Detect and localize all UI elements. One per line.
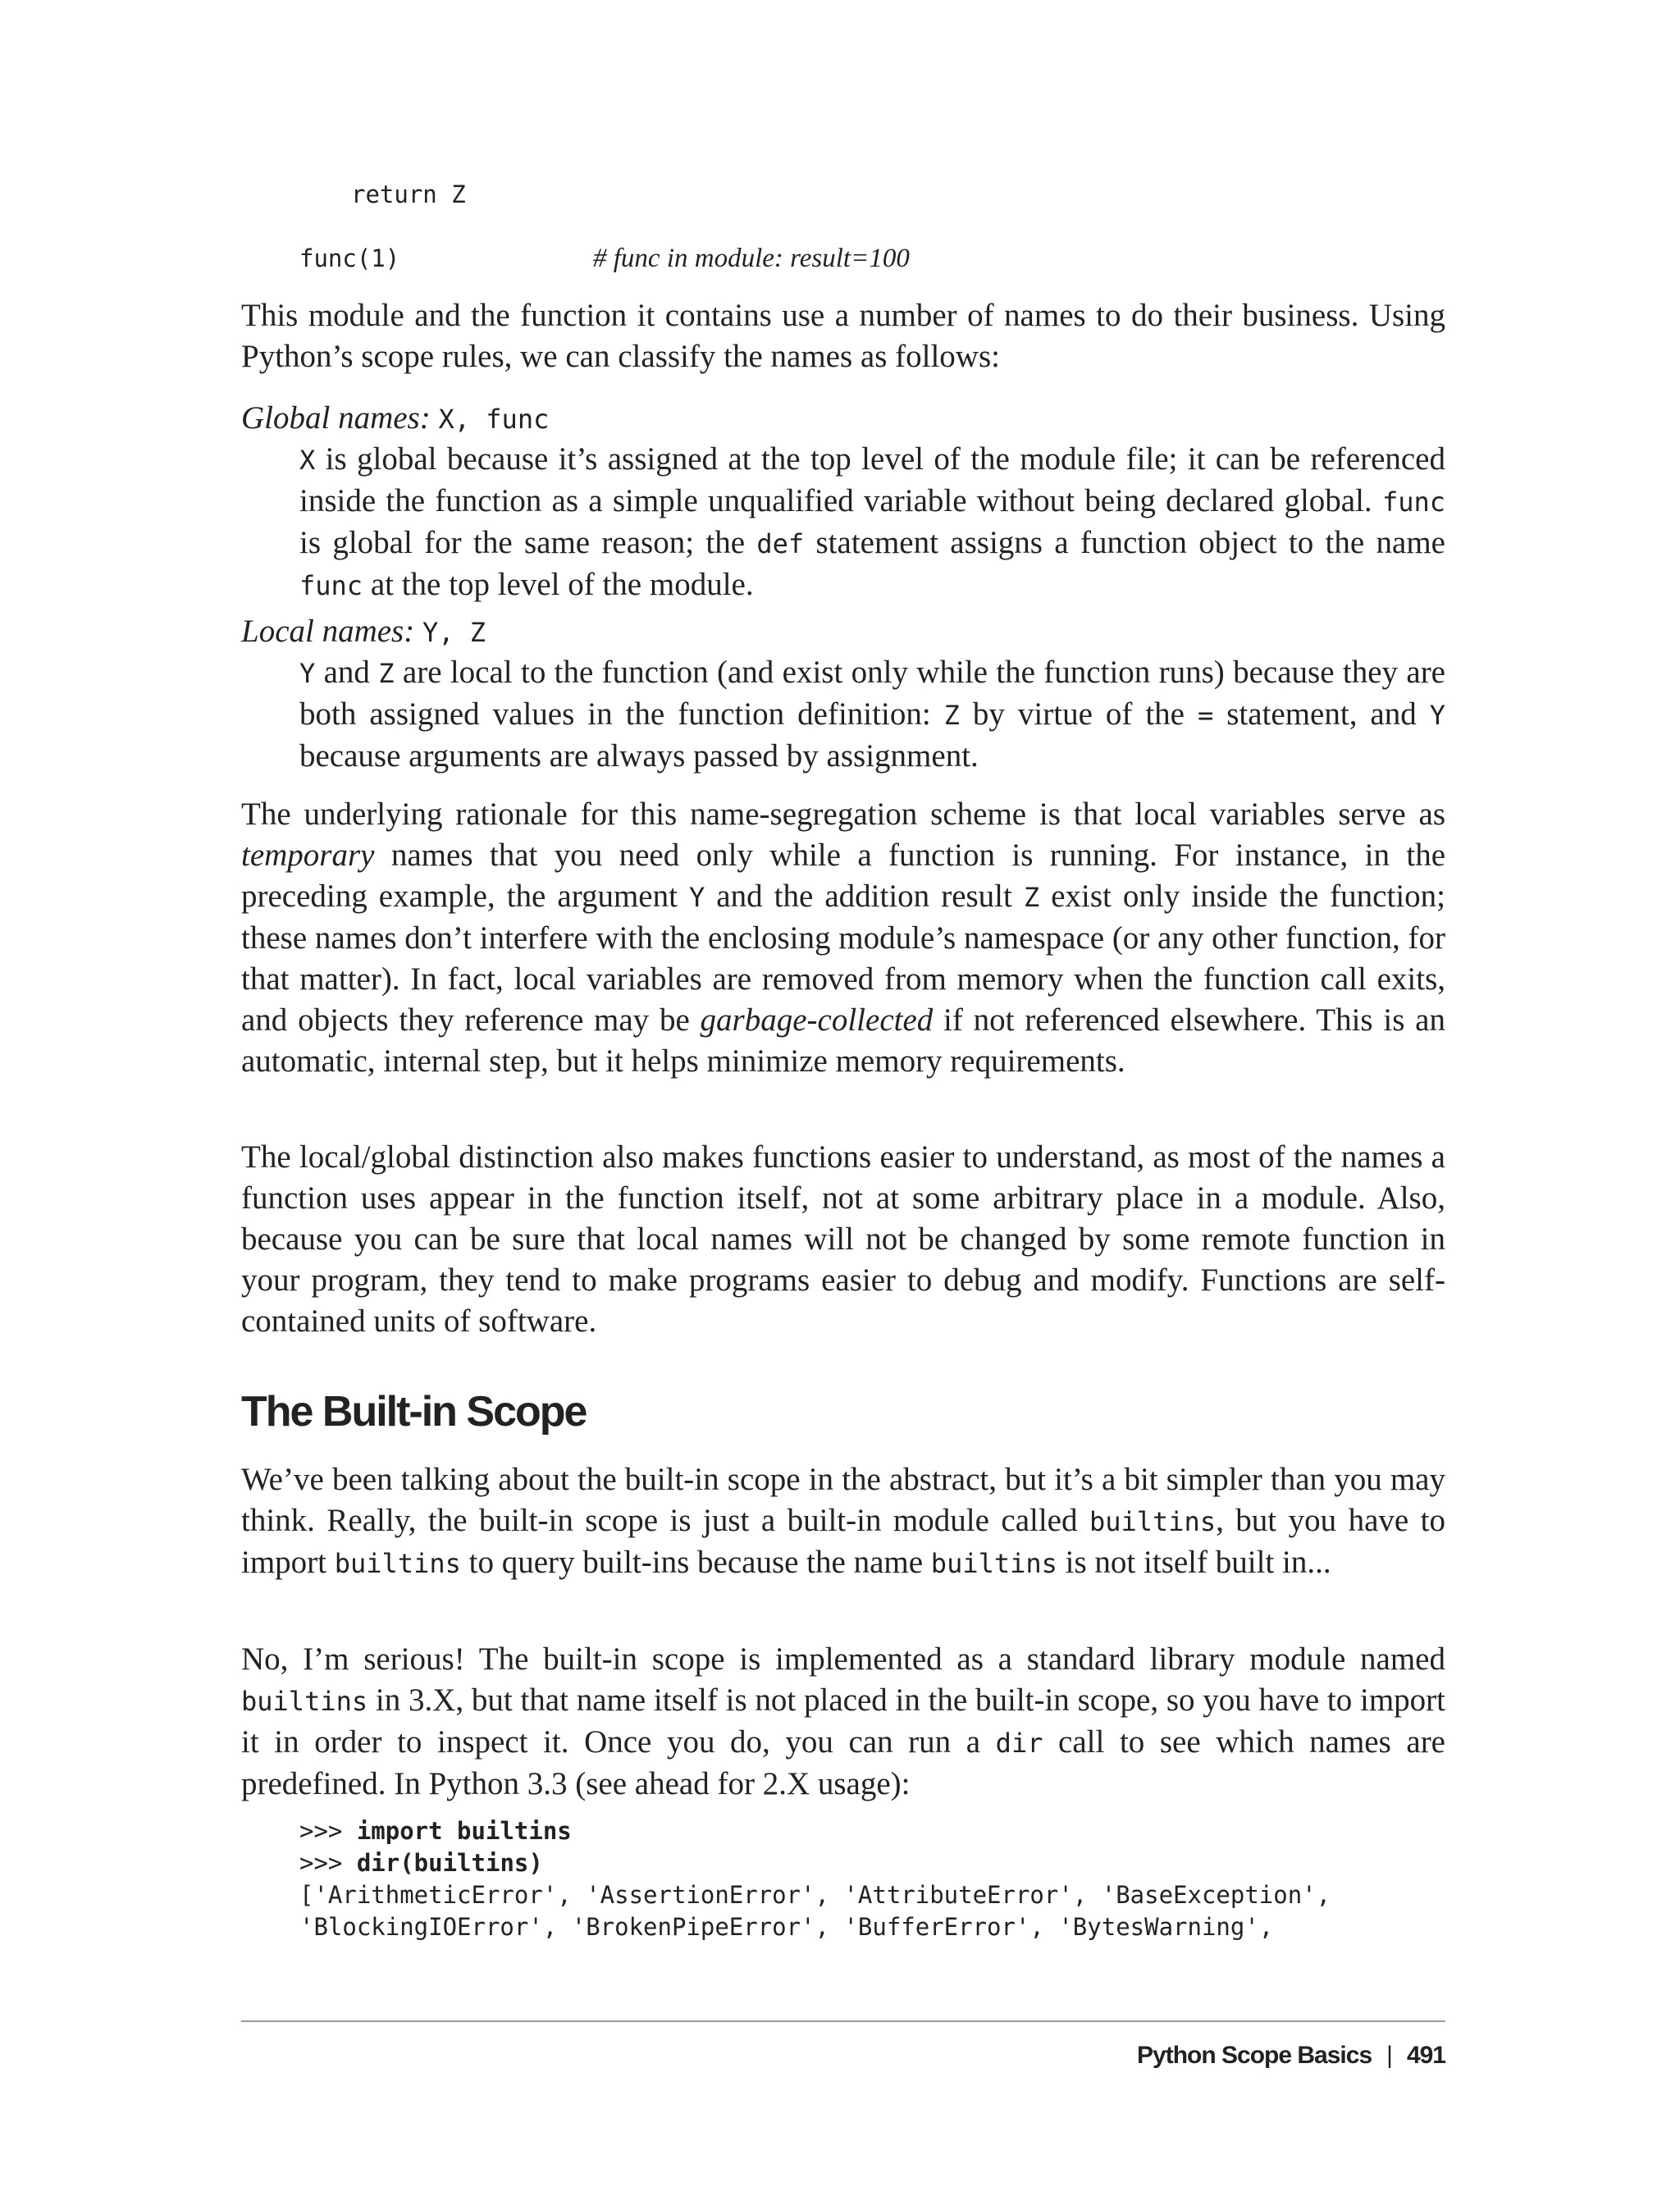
code-input: dir(builtins) [356,1849,543,1877]
paragraph-text: We’ve been talking about the built-in scope in the abstract, but it’s a bit simpler than you may think. Really, the built-in scope is just a built-in module called [241,1462,1445,1538]
definition-text: and [315,655,379,690]
code-comment: # func in module: result=100 [593,244,910,273]
paragraph-text: call to see which names are predefined. In Python 3.3 (see ahead for 2.X usage): [241,1724,1445,1801]
intro-paragraph: This module and the function it contains use a number of names to do their business. Using Python’s scope rules, we can classify the names as follows: [241,298,1445,374]
distinction-paragraph: The local/global distinction also makes functions easier to understand, as most of the names a function uses appear in the function itself, not at some arbitrary place in a module. Also, because you can be sure that local names will not be changed by some remote function in your program, they tend to make programs easier to debug and modify. Functions are self-contained units of software. [241,1139,1445,1339]
code-output-line: 'BlockingIOError', 'BrokenPipeError', 'BufferError', 'BytesWarning', [299,1913,1274,1941]
builtin-paragraph-2 [241,1639,1445,1805]
code-example [299,1815,1331,1943]
footer-section-title: Python Scope Basics [1137,2042,1372,2069]
page-footer [1137,2039,1445,2072]
definition-text: are local to the function (and exist only while the function runs) because they are both assigned values in the function definition: [299,655,1445,732]
inline-code: builtins [241,1686,368,1717]
paragraph-text: The underlying rationale for this name-segregation scheme is that local variables serve as [241,797,1445,832]
paragraph-text: No, I’m serious! The built-in scope is implemented as a standard library module named [241,1641,1445,1677]
inline-code: def [756,528,805,559]
paragraph-text: , but you have to import [241,1503,1445,1580]
builtin-paragraph-1 [241,1459,1445,1584]
code-input: import builtins [356,1817,572,1845]
inline-code: builtins [930,1548,1057,1579]
inline-code: = [1197,700,1214,731]
definition-global-names [299,439,1445,606]
paragraph-text: names that you need only while a function is running. For instance, in the preceding example, the argument [241,838,1445,914]
rationale-paragraph [241,794,1445,1082]
inline-code: Z [943,700,960,731]
emphasis: garbage-collected [700,1002,934,1038]
inline-code: Z [1023,882,1040,913]
inline-code: builtins [334,1548,461,1579]
emphasis: temporary [241,838,375,873]
inline-code: Z [378,658,395,689]
definition-text: by virtue of the [959,696,1198,732]
footer-divider [241,2020,1445,2022]
term-code: Y, Z [422,617,486,648]
definition-text: because arguments are always passed by assignment. [299,738,979,774]
definition-text: statement assigns a function object to the name [804,525,1445,560]
code-func-call: func(1) [299,244,400,272]
paragraph-text: is not itself built in... [1057,1545,1331,1580]
inline-code: Y [299,658,316,689]
definition-text: is global for the same reason; the [299,525,757,560]
paragraph-text: exist only inside the function; these names don’t interfere with the enclosing module’s namespace (or any other function, for that matter). In fact, local variables are removed from memory when the function call exits, and objects they reference may be [241,879,1445,1038]
code-return-line: return Z [351,180,466,208]
page-number: 491 [1406,2042,1445,2069]
term-global-names [241,398,549,440]
code-line-1 [299,1815,1331,1847]
definition-text: is global because it’s assigned at the top level of the module file; it can be referenced inside the function as a simple unqualified variable without being declared global. [299,441,1445,518]
inline-code: Y [689,882,705,913]
definition-text: at the top level of the module. [363,567,754,602]
paragraph-text: and the addition result [705,879,1024,914]
section-heading: The Built-in Scope [241,1388,587,1436]
code-prompt: >>> [299,1817,357,1845]
inline-code: func [299,570,363,601]
definition-local-names [299,652,1445,777]
inline-code: func [1381,486,1445,518]
definition-text: statement, and [1213,696,1430,732]
inline-code: builtins [1089,1506,1217,1537]
code-output-line: ['ArithmeticError', 'AssertionError', 'AttributeError', 'BaseException', [299,1881,1331,1909]
term-local-names [241,611,486,653]
paragraph-text: if not referenced elsewhere. This is an automatic, internal step, but it helps minimize memory requirements. [241,1002,1445,1079]
inline-code: Y [1429,700,1446,731]
inline-code: dir [995,1728,1043,1759]
paragraph-text: to query built-ins because the name [460,1545,931,1580]
term-label: Global names: [241,400,431,436]
code-prompt: >>> [299,1849,357,1877]
footer-separator: | [1386,2042,1392,2069]
term-label: Local names: [241,614,415,649]
term-code: X, func [438,404,550,435]
paragraph-text: in 3.X, but that name itself is not placed in the built-in scope, so you have to import it in order to inspect it. Once you do, you can run a [241,1682,1445,1760]
code-line-2 [299,1847,1331,1879]
inline-code: X [299,445,316,476]
